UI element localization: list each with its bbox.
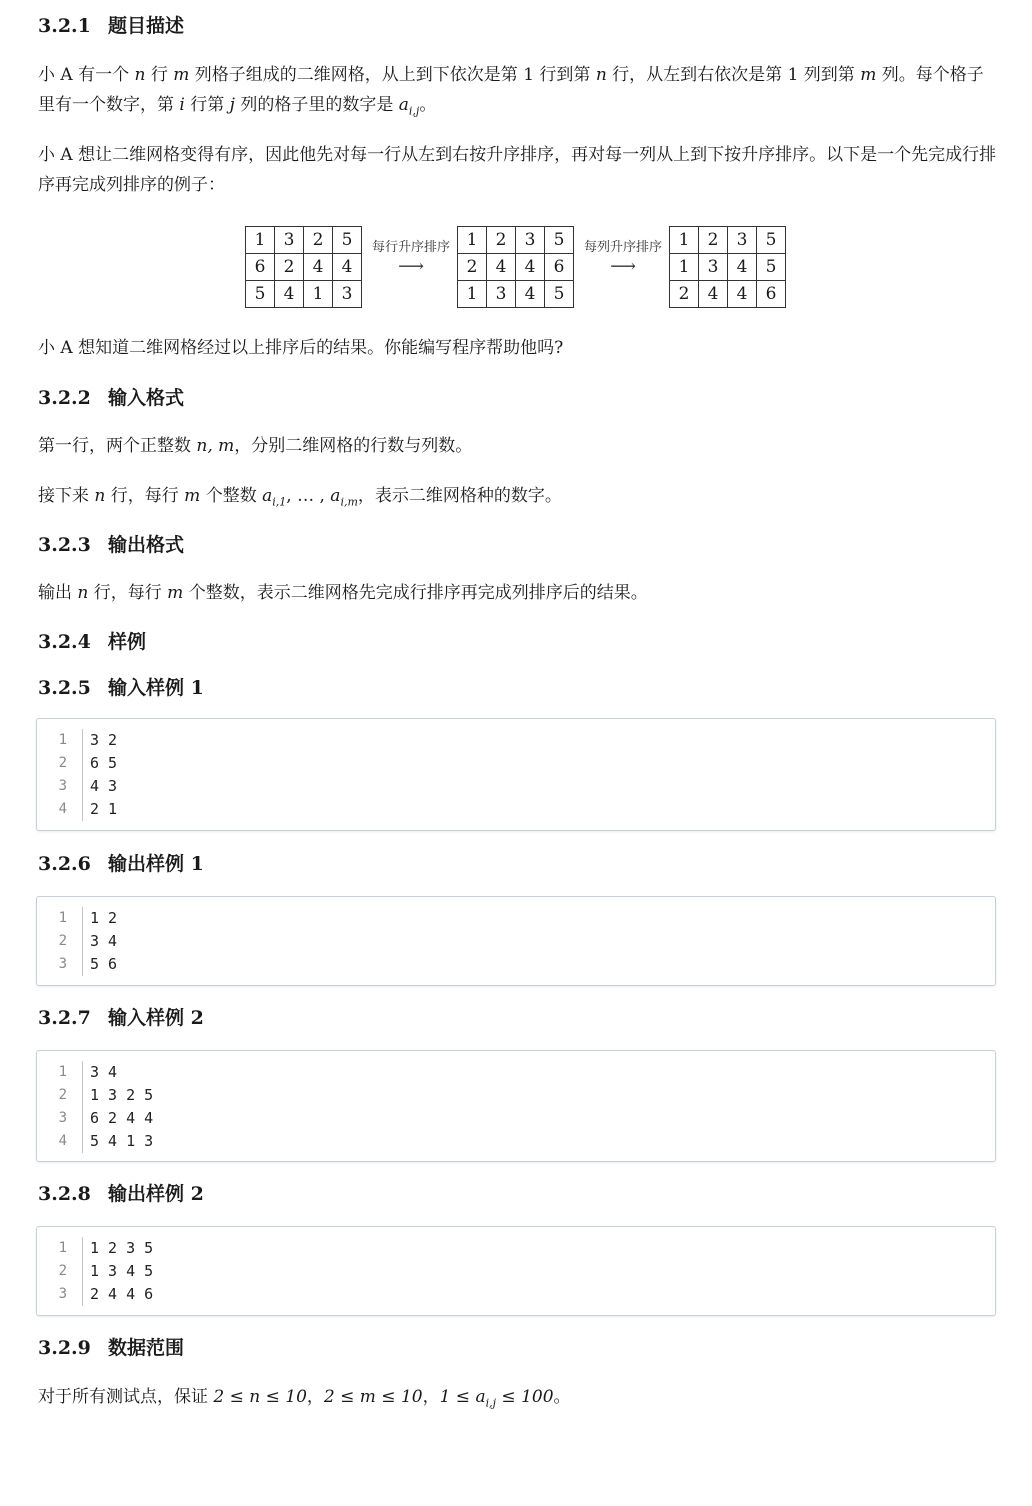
- line-number: 2: [58, 1087, 67, 1103]
- heading-input-format: 3.2.2 输入格式: [38, 387, 185, 409]
- grid-cell: 4: [516, 281, 545, 308]
- grid-cell: 4: [275, 281, 304, 308]
- line-number: 1: [58, 910, 67, 926]
- grid-column-sorted: [669, 226, 786, 308]
- grid-cell: 3: [699, 254, 728, 281]
- grid-original: [245, 226, 362, 308]
- grid-cell: 6: [757, 281, 786, 308]
- gutter-divider: [82, 752, 83, 775]
- grid-row-sorted: [457, 226, 574, 308]
- grid-cell: 2: [458, 254, 487, 281]
- heading-output-format: 3.2.3 输出格式: [38, 534, 185, 556]
- grid-row: [246, 254, 362, 281]
- grid-cell: 5: [333, 227, 362, 254]
- gutter-divider: [82, 1084, 83, 1107]
- gutter-divider: [82, 729, 83, 752]
- grid-row: [458, 227, 574, 254]
- code-line-text: 6 2 4 4: [90, 1109, 154, 1127]
- grid-cell: 3: [333, 281, 362, 308]
- grid-cell: 2: [275, 254, 304, 281]
- grid-cell: 5: [545, 281, 574, 308]
- right-arrow-icon: ⟶: [398, 256, 424, 277]
- gutter-divider: [82, 1107, 83, 1130]
- line-number: 2: [58, 1263, 67, 1279]
- line-number: 1: [58, 732, 67, 748]
- sorting-example-figure: [245, 226, 805, 310]
- gutter-divider: [82, 1283, 83, 1306]
- code-line-text: 6 5: [90, 754, 118, 772]
- grid-cell: 5: [757, 227, 786, 254]
- grid-cell: 1: [458, 227, 487, 254]
- line-number: 1: [58, 1064, 67, 1080]
- right-arrow-icon: ⟶: [610, 256, 636, 277]
- grid-cell: 1: [458, 281, 487, 308]
- heading-data-range: 3.2.9 数据范围: [38, 1337, 185, 1359]
- paragraph-grid-definition: 小 A 有一个 n 行 m 列格子组成的二维网格，从上到下依次是第 1 行到第 n 行，从左到右依次是第 1 列到第 m 列。每个格子里有一个数字，第 i 行第 j 列的格子里的数字是 $a_{i,j}$。: [38, 65, 984, 118]
- code-line-text: 2 1: [90, 800, 118, 818]
- grid-cell: 4: [699, 281, 728, 308]
- code-block-output-sample-1[interactable]: [36, 896, 996, 986]
- grid-cell: 3: [275, 227, 304, 254]
- gutter-divider: [82, 1061, 83, 1084]
- grid-cell: 1: [246, 227, 275, 254]
- heading-output-sample-2: 3.2.8 输出样例 2: [38, 1183, 204, 1205]
- line-number: 4: [58, 1133, 67, 1149]
- heading-output-sample-1: 3.2.6 输出样例 1: [38, 853, 204, 875]
- grid-cell: 4: [487, 254, 516, 281]
- code-line-text: 2 4 4 6: [90, 1285, 154, 1303]
- code-line-text: 5 4 1 3: [90, 1132, 154, 1150]
- grid-cell: 3: [728, 227, 757, 254]
- paragraph-input-first-line: 第一行，两个正整数 n, m，分别二维网格的行数与列数。: [38, 436, 473, 456]
- grid-cell: 2: [670, 281, 699, 308]
- code-line-text: 3 2: [90, 731, 118, 749]
- paragraph-question: 小 A 想知道二维网格经过以上排序后的结果。你能编写程序帮助他吗?: [38, 338, 564, 358]
- code-line-text: 3 4: [90, 932, 118, 950]
- paragraph-constraints: 对于所有测试点，保证 2 ≤ n ≤ 10，2 ≤ m ≤ 10，$1 \le a_{i,j} \le 100$。: [38, 1387, 571, 1410]
- paragraph-input-rows: 接下来 n 行，每行 m 个整数 $a_{i,1}$, … , $a_{i,m}$，表示二维网格种的数字。: [38, 486, 562, 509]
- line-number: 4: [58, 801, 67, 817]
- grid-row: [670, 281, 786, 308]
- grid-cell: 5: [545, 227, 574, 254]
- grid-cell: 6: [545, 254, 574, 281]
- line-number: 2: [58, 933, 67, 949]
- grid-cell: 4: [333, 254, 362, 281]
- grid-cell: 4: [516, 254, 545, 281]
- gutter-divider: [82, 798, 83, 821]
- line-number: 3: [58, 956, 67, 972]
- grid-row: [458, 281, 574, 308]
- arrow-row-sort: 每行升序排序 ⟶: [368, 240, 454, 276]
- grid-row: [670, 227, 786, 254]
- grid-cell: 3: [516, 227, 545, 254]
- grid-row: [458, 254, 574, 281]
- gutter-divider: [82, 1237, 83, 1260]
- code-line-text: 1 2: [90, 909, 118, 927]
- line-number: 3: [58, 1286, 67, 1302]
- grid-row: [670, 254, 786, 281]
- line-number: 3: [58, 778, 67, 794]
- grid-cell: 5: [757, 254, 786, 281]
- gutter-divider: [82, 930, 83, 953]
- line-number: 3: [58, 1110, 67, 1126]
- code-line-text: 4 3: [90, 777, 118, 795]
- gutter-divider: [82, 907, 83, 930]
- grid-cell: 1: [304, 281, 333, 308]
- gutter-divider: [82, 1130, 83, 1153]
- grid-row: [246, 281, 362, 308]
- arrow-column-sort: 每列升序排序 ⟶: [580, 240, 666, 276]
- grid-cell: 1: [670, 227, 699, 254]
- code-block-input-sample-2[interactable]: [36, 1050, 996, 1162]
- code-line-text: 1 3 4 5: [90, 1262, 154, 1280]
- code-line-text: 1 3 2 5: [90, 1086, 154, 1104]
- grid-cell: 4: [728, 254, 757, 281]
- heading-problem-description: 3.2.1 题目描述: [38, 15, 185, 37]
- code-line-text: 1 2 3 5: [90, 1239, 154, 1257]
- grid-row: [246, 227, 362, 254]
- gutter-divider: [82, 1260, 83, 1283]
- grid-cell: 2: [304, 227, 333, 254]
- heading-input-sample-1: 3.2.5 输入样例 1: [38, 677, 204, 699]
- grid-cell: 4: [728, 281, 757, 308]
- grid-cell: 6: [246, 254, 275, 281]
- grid-cell: 4: [304, 254, 333, 281]
- heading-samples: 3.2.4 样例: [38, 631, 147, 653]
- grid-cell: 3: [487, 281, 516, 308]
- gutter-divider: [82, 953, 83, 976]
- paragraph-output-format: 输出 n 行，每行 m 个整数，表示二维网格先完成行排序再完成列排序后的结果。: [38, 583, 648, 603]
- grid-cell: 1: [670, 254, 699, 281]
- code-block-input-sample-1[interactable]: [36, 718, 996, 831]
- heading-input-sample-2: 3.2.7 输入样例 2: [38, 1007, 204, 1029]
- code-block-output-sample-2[interactable]: [36, 1226, 996, 1316]
- gutter-divider: [82, 775, 83, 798]
- code-line-text: 3 4: [90, 1063, 118, 1081]
- line-number: 1: [58, 1240, 67, 1256]
- grid-cell: 2: [487, 227, 516, 254]
- code-line-text: 5 6: [90, 955, 118, 973]
- paragraph-sorting-rule: 小 A 想让二维网格变得有序，因此他先对每一行从左到右按升序排序，再对每一列从上到下按升序排序。以下是一个先完成行排序再完成列排序的例子：: [38, 145, 997, 195]
- grid-cell: 5: [246, 281, 275, 308]
- grid-cell: 2: [699, 227, 728, 254]
- line-number: 2: [58, 755, 67, 771]
